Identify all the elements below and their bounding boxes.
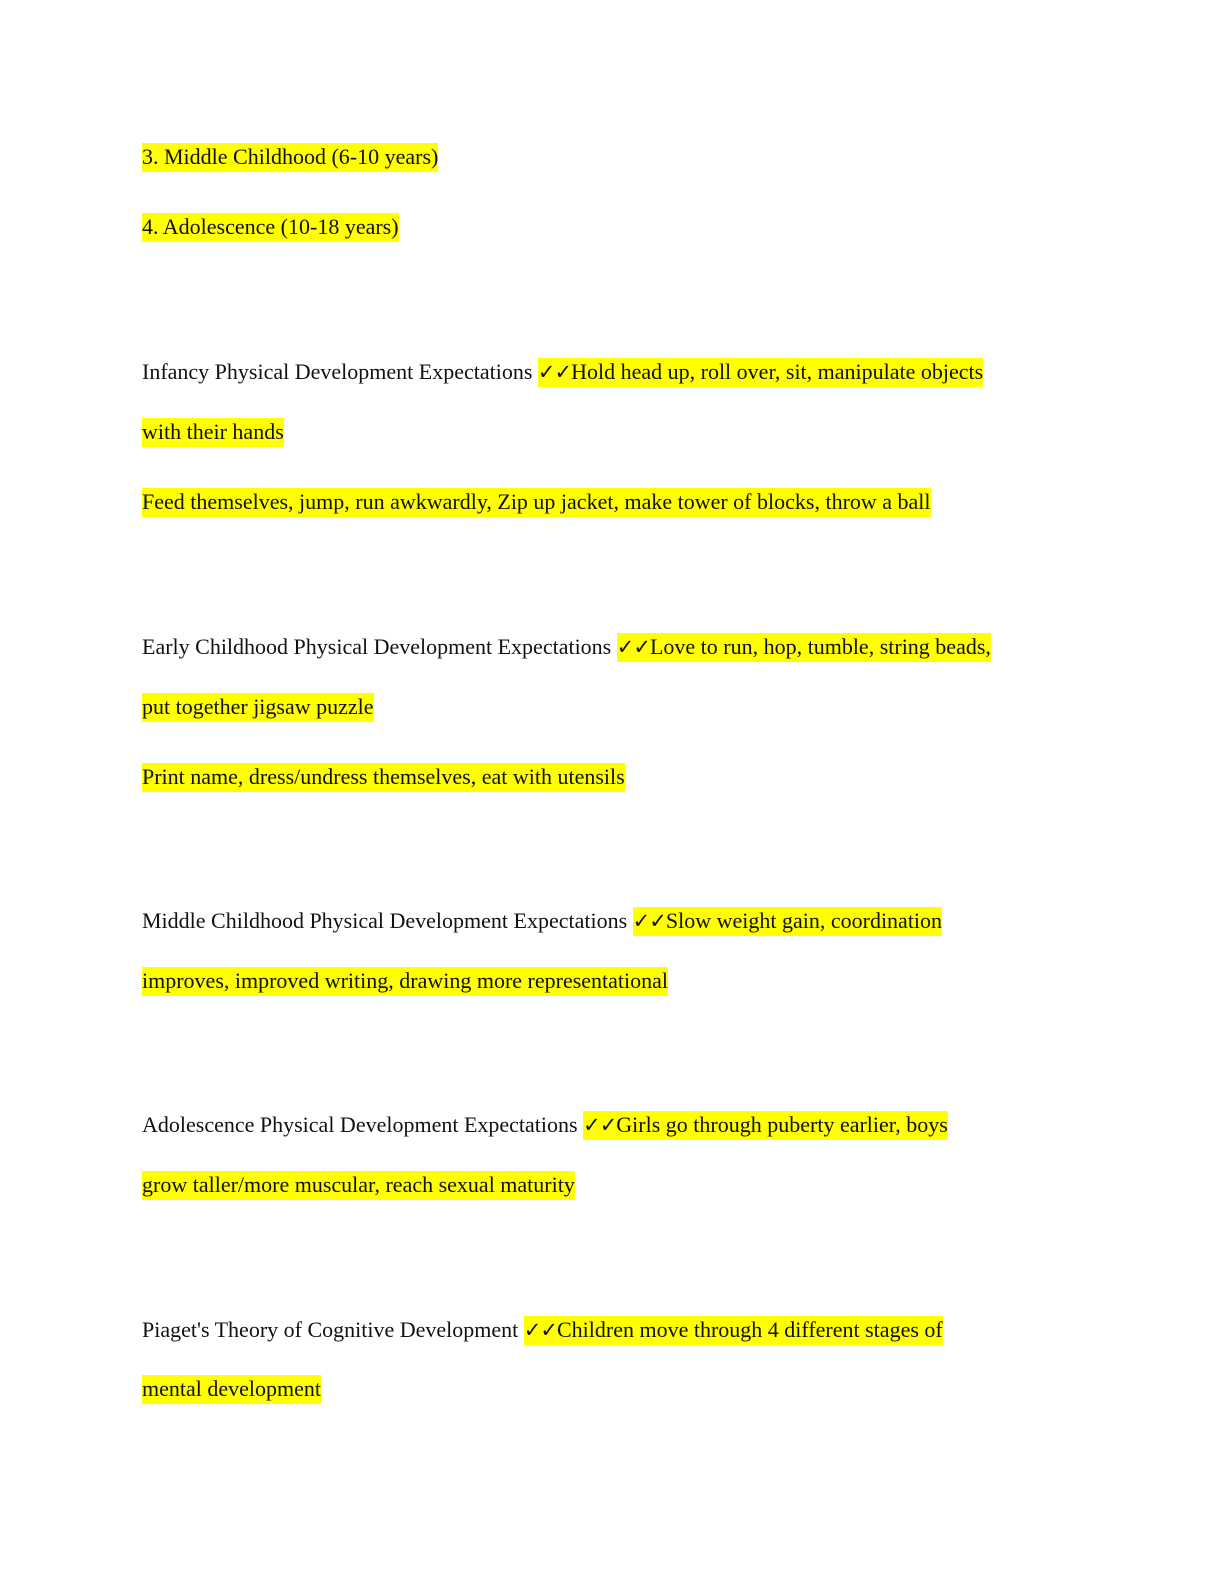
term-text: Piaget's Theory of Cognitive Development [142, 1317, 519, 1342]
answer-text: Slow weight gain, coordination [665, 908, 943, 933]
answer-highlight [524, 1316, 943, 1345]
answer-text: Feed themselves, jump, run awkwardly, Zip up jacket, make tower of blocks, throw a ball [142, 488, 931, 517]
answer-highlight [617, 633, 991, 662]
entry-piaget [142, 1316, 943, 1344]
double-check-icon: ✓✓ [632, 909, 666, 933]
entry-early-childhood [142, 633, 991, 661]
answer-text: Children move through 4 different stages of [556, 1317, 943, 1342]
term-text: Infancy Physical Development Expectations [142, 359, 533, 384]
list-item-adolescence [142, 213, 399, 241]
answer-text: mental development [142, 1375, 321, 1404]
highlighted-text: 3. Middle Childhood (6-10 years) [142, 143, 438, 172]
entry-infancy-extra [142, 488, 931, 516]
double-check-icon: ✓✓ [583, 1113, 617, 1137]
double-check-icon: ✓✓ [616, 635, 650, 659]
entry-adolescence [142, 1111, 948, 1139]
answer-text: grow taller/more muscular, reach sexual maturity [142, 1171, 575, 1200]
entry-piaget-continuation [142, 1375, 321, 1403]
answer-highlight [583, 1111, 948, 1140]
entry-infancy [142, 358, 983, 386]
answer-highlight [538, 358, 983, 387]
double-check-icon: ✓✓ [537, 360, 572, 384]
entry-infancy-continuation [142, 418, 284, 446]
entry-middle-childhood [142, 907, 942, 935]
double-check-icon: ✓✓ [523, 1318, 557, 1342]
highlighted-text: 4. Adolescence (10-18 years) [142, 213, 399, 242]
entry-adolescence-continuation [142, 1171, 575, 1199]
term-text: Early Childhood Physical Development Expectations [142, 634, 612, 659]
answer-text: Girls go through puberty earlier, boys [616, 1112, 948, 1137]
entry-middle-childhood-continuation [142, 967, 668, 995]
term-text: Middle Childhood Physical Development Expectations [142, 908, 628, 933]
entry-early-childhood-extra [142, 763, 625, 791]
entry-early-childhood-continuation [142, 693, 374, 721]
answer-text: with their hands [142, 418, 284, 447]
answer-text: Print name, dress/undress themselves, eat with utensils [142, 763, 625, 792]
answer-text: Hold head up, roll over, sit, manipulate objects [571, 359, 984, 384]
answer-text: improves, improved writing, drawing more representational [142, 967, 668, 996]
answer-text: Love to run, hop, tumble, string beads, [649, 634, 991, 659]
list-item-middle-childhood [142, 143, 438, 171]
answer-highlight [633, 907, 942, 936]
answer-text: put together jigsaw puzzle [142, 693, 374, 722]
term-text: Adolescence Physical Development Expectations [142, 1112, 578, 1137]
